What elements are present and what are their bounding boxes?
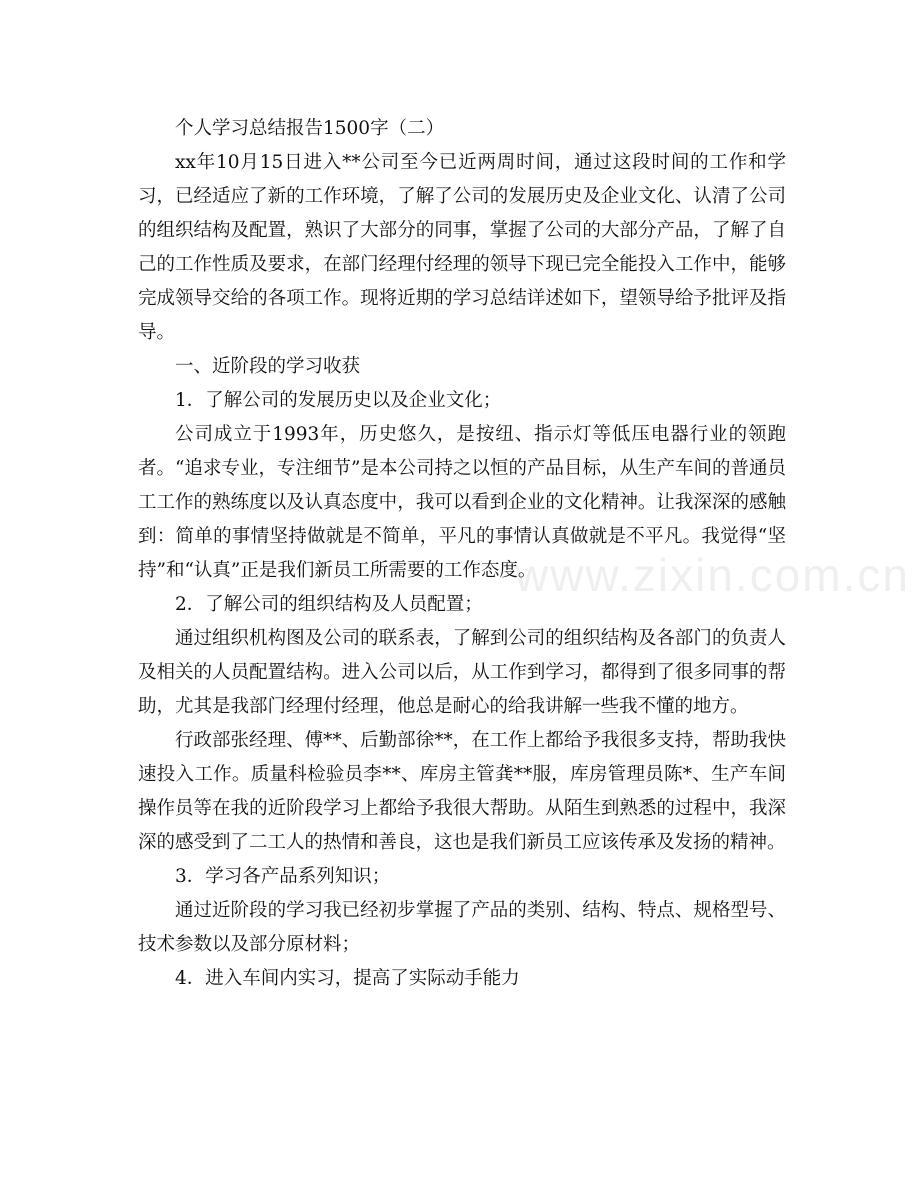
- item-heading-1: 1．了解公司的发展历史以及企业文化；: [175, 390, 502, 411]
- item-heading-3: 3．学习各产品系列知识；: [175, 866, 391, 887]
- item-3-paragraph: 通过近阶段的学习我已经初步掌握了产品的类别、结构、特点、规格型号、技术参数以及部分原材料；: [138, 900, 786, 955]
- item-2-paragraph-2: 行政部张经理、傅**、后勤部徐**，在工作上都给予我很多支持，帮助我快速投入工作。质量科检验员李**、库房主管龚**服，库房管理员陈*、生产车间操作员等在我的近阶段学习上都给予我很大帮助。从陌生到熟悉的过程中，我深深的感受到了二工人的热情和善良，这也是我们新员工应该传承及发扬的精神。: [138, 730, 786, 853]
- document-body: [138, 112, 786, 996]
- item-heading-2: 2．了解公司的组织结构及人员配置；: [175, 594, 483, 615]
- item-2-paragraph-1: 通过组织机构图及公司的联系表，了解到公司的组织结构及各部门的负责人及相关的人员配置结构。进入公司以后，从工作到学习，都得到了很多同事的帮助，尤其是我部门经理付经理，他总是耐心的给我讲解一些我不懂的地方。: [138, 628, 786, 717]
- intro-paragraph: xx年10月15日进入**公司至今已近两周时间，通过这段时间的工作和学习，已经适应了新的工作环境，了解了公司的发展历史及企业文化、认清了公司的组织结构及配置，熟识了大部分的同事，掌握了公司的大部分产品，了解了自己的工作性质及要求，在部门经理付经理的领导下现已完全能投入工作中，能够完成领导交给的各项工作。现将近期的学习总结详述如下，望领导给予批评及指导。: [138, 152, 786, 343]
- item-1-paragraph: 公司成立于1993年，历史悠久，是按纽、指示灯等低压电器行业的领跑者。“追求专业，专注细节”是本公司持之以恒的产品目标，从生产车间的普通员工工作的熟练度以及认真态度中，我可以看到企业的文化精神。让我深深的感触到：简单的事情坚持做就是不简单，平凡的事情认真做就是不平凡。我觉得“坚持”和“认真”正是我们新员工所需要的工作态度。: [138, 424, 786, 581]
- item-heading-4: 4．进入车间内实习，提高了实际动手能力: [175, 968, 520, 989]
- section-heading-learning-gains: 一、近阶段的学习收获: [175, 356, 361, 377]
- watermark-text: www.zixin.com.cn: [515, 549, 910, 601]
- document-title: 个人学习总结报告1500字（二）: [175, 118, 445, 139]
